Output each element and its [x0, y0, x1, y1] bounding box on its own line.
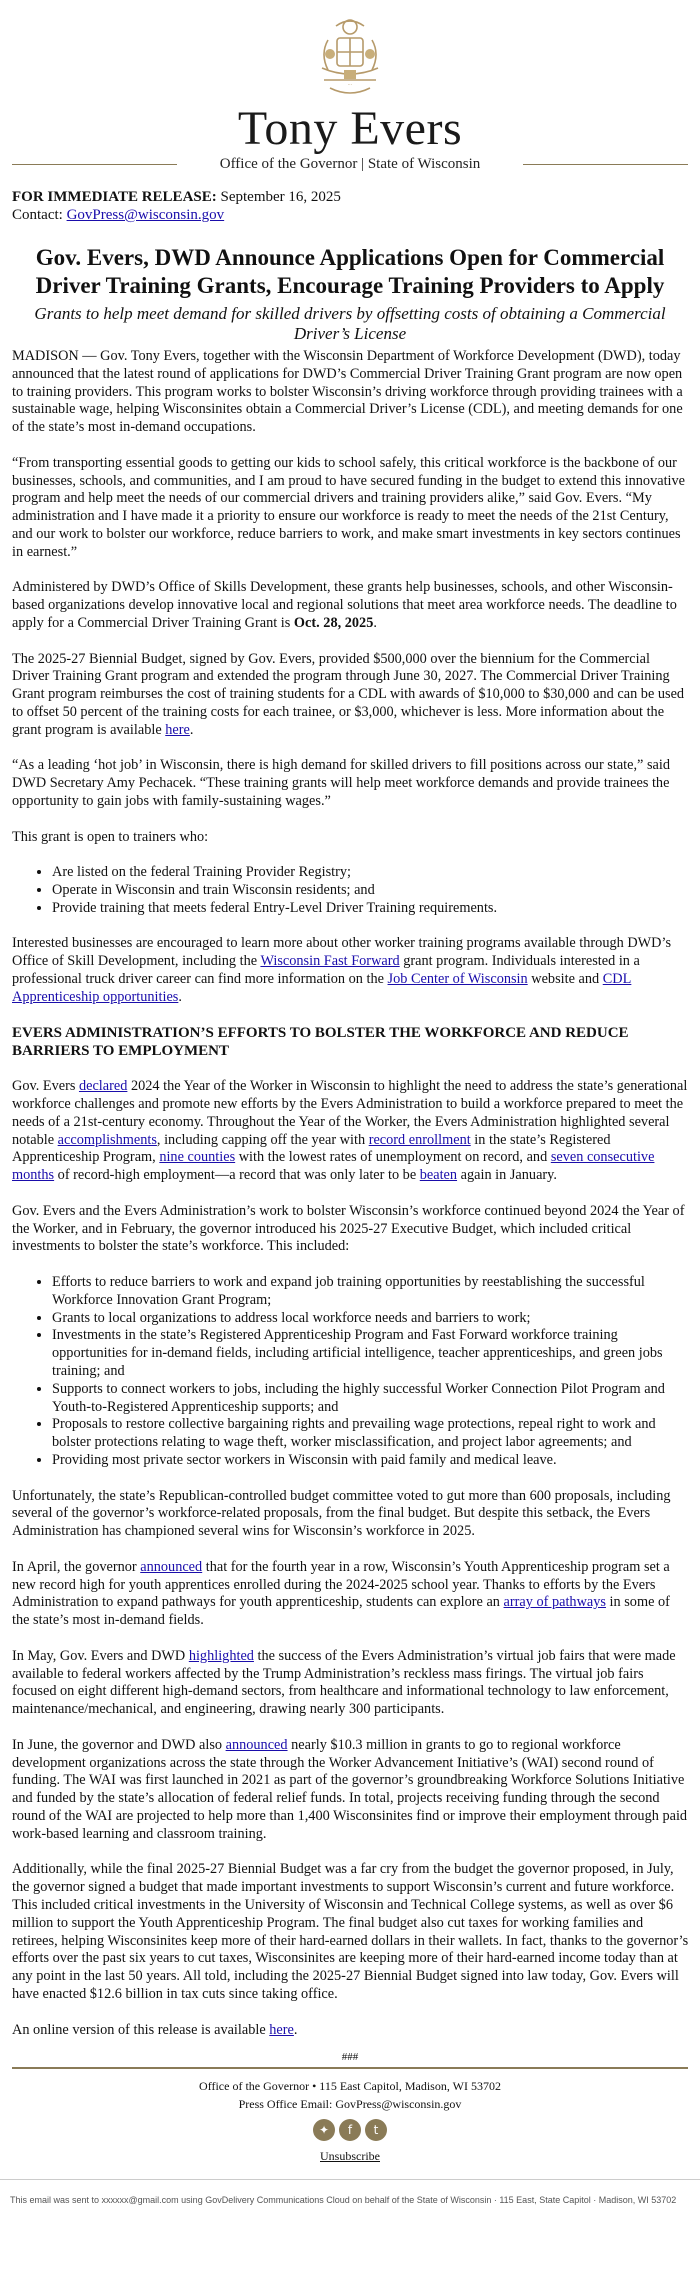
- text: grant program. Individuals interested in a professional truck driver career can find more information on the: [12, 953, 640, 987]
- text: nearly $10.3 million in grants to go to regional workforce development organizations across the state through the Worker Advancement Initiative’s (WAI) second round of funding. The WAI was first launched in 2021 as part of the governor’s groundbreaking Workforce Solutions Initiative and funded by the state’s allocation of federal relief funds. In total, projects receiving funding through the second round of the WAI are projected to help more than 1,400 Wisconsinites find or improve their employment through paid work-based learning and classroom training.: [12, 1736, 688, 1842]
- list-item: • Efforts to reduce barriers to work and expand job training opportunities by reestablishing the successful Workforce Innovation Grant Program;: [52, 1274, 690, 1310]
- paragraph: MADISON — Gov. Tony Evers, together with the Wisconsin Department of Workforce Development (DWD), today announced that the latest round of applications for DWD’s Commercial Driver Training Grant program are now open to training providers. This program works to bolster Wisconsin’s driving workforce through providing trainees with a sustainable wage, helping Wisconsinites obtain a Commercial Driver’s License (CDL), and meeting demands for one of the state’s most in-demand occupations.: [12, 348, 683, 436]
- subheadline: Grants to help meet demand for skilled drivers by offsetting costs of obtaining a Commercial Driver’s License: [34, 304, 666, 343]
- footer-email: Press Office Email: GovPress@wisconsin.gov: [238, 2097, 462, 2112]
- text: In June, the governor and DWD also: [12, 1736, 226, 1753]
- paragraph: [12, 1737, 690, 1844]
- paragraph: [12, 1559, 690, 1630]
- eligibility-list: [12, 864, 690, 917]
- text: .: [189, 721, 194, 738]
- end-mark: ###: [341, 2051, 359, 2064]
- header: [0, 0, 700, 172]
- text: Interested businesses are encouraged to learn more about other worker training programs available through DWD’s Office of Skill Development, including the: [12, 935, 672, 970]
- footer-address: Office of the Governor • 115 East Capitol, Madison, WI 53702: [199, 2079, 501, 2094]
- facebook-icon[interactable]: f: [339, 2119, 361, 2141]
- release-label: FOR IMMEDIATE RELEASE:: [12, 189, 217, 205]
- divider: [12, 164, 177, 165]
- text: website and: [527, 970, 603, 987]
- paragraph: Gov. Evers and the Evers Administration’s work to bolster Wisconsin’s workforce continued beyond 2024 the Year of the Worker, and in February, the governor introduced his 2025-27 Executive Budget, which included critical investments to bolster the state’s workforce. This included:: [12, 1202, 685, 1255]
- online-version-link[interactable]: here: [269, 2021, 294, 2038]
- text: Administered by DWD’s Office of Skills Development, these grants help businesses, schools, and other Wisconsin-based organizations develop innovative local and regional solutions that meet area workforce needs. The deadline to apply for a Commercial Driver Training Grant is: [12, 579, 677, 631]
- paragraph: [12, 579, 690, 632]
- contact-email-link[interactable]: GovPress@wisconsin.gov: [66, 207, 225, 223]
- budget-list: [12, 1274, 690, 1470]
- text: that for the fourth year in a row, Wisconsin’s Youth Apprenticeship program set a new record high for youth apprentices enrolled during the 2024-2025 school year. Thanks to efforts by the Evers Administration to expand pathways for youth apprenticeship, students can explore an: [12, 1558, 670, 1611]
- highlighted-link[interactable]: highlighted: [188, 1647, 254, 1664]
- record-enrollment-link[interactable]: record enrollment: [368, 1131, 471, 1148]
- paragraph: Unfortunately, the state’s Republican-controlled budget committee voted to gut more than 600 proposals, including several of the governor’s workforce-related proposals, from the final budget. But despite this setback, the Evers Administration has championed several wins for Wisconsin’s workforce in 2025.: [12, 1487, 671, 1540]
- array-of-pathways-link[interactable]: array of pathways: [503, 1594, 606, 1611]
- svg-text:⋯: ⋯: [347, 82, 353, 88]
- office-line-row: [12, 156, 688, 172]
- release-body: [0, 348, 700, 2039]
- text: An online version of this release is available: [12, 2021, 270, 2038]
- wisconsin-fast-forward-link[interactable]: Wisconsin Fast Forward: [260, 953, 400, 970]
- office-line: Office of the Governor | State of Wisconsin: [219, 156, 481, 172]
- text: in the state’s Registered Apprenticeship Program,: [12, 1131, 611, 1166]
- cdl-apprenticeship-link[interactable]: CDL Apprenticeship opportunities: [12, 970, 632, 1005]
- list-item: • Grants to local organizations to address local workforce needs and barriers to work;: [52, 1310, 690, 1328]
- list-item: • Provide training that meets federal Entry-Level Driver Training requirements.: [52, 900, 690, 918]
- text: again in January.: [457, 1167, 557, 1184]
- governor-name: Tony Evers: [237, 102, 463, 155]
- text: with the lowest rates of unemployment on record, and: [235, 1149, 551, 1166]
- text: In May, Gov. Evers and DWD: [12, 1647, 189, 1664]
- beaten-link[interactable]: beaten: [419, 1167, 458, 1184]
- text: of record-high employment—a record that was only later to be: [54, 1167, 420, 1184]
- list-item: • Investments in the state’s Registered Apprenticeship Program and Fast Forward workforce training opportunities for in-demand fields, including artificial intelligence, teacher apprenticeships, and green jobs training; and: [52, 1327, 690, 1380]
- text: In April, the governor: [12, 1558, 141, 1575]
- grant-info-link[interactable]: here: [165, 721, 190, 738]
- paragraph: This grant is open to trainers who:: [12, 828, 209, 845]
- text: .: [373, 614, 377, 631]
- paragraph: Additionally, while the final 2025-27 Biennial Budget was a far cry from the budget the governor proposed, in July, the governor signed a budget that made important investments to support Wisconsin’s current and future workforce. This included critical investments in the University of Wisconsin and Technical College systems, as well as over $6 million to support the Youth Apprenticeship Program. The final budget also cut taxes for working families and retirees, helping Wisconsinites keep more of their hard-earned dollars in their wallets. In fact, thanks to the governor’s efforts over the past six years to cut taxes, Wisconsinites are keeping more of their hard-earned income today than at any point in the last 50 years. All told, including the 2025-27 Biennial Budget signed into law today, Gov. Evers will have enacted $12.6 billion in tax cuts since taking office.: [12, 1861, 689, 2002]
- state-seal-icon: [308, 18, 392, 100]
- contact-label: Contact:: [12, 207, 63, 223]
- paragraph: [12, 651, 690, 740]
- wisconsin-icon[interactable]: ✦: [313, 2119, 335, 2141]
- text: , including capping off the year with: [156, 1131, 369, 1148]
- footer: [0, 2077, 700, 2165]
- release-date: September 16, 2025: [220, 189, 341, 205]
- text: the success of the Evers Administration’s virtual job fairs that were made available to federal workers affected by the Trump Administration’s reckless mass firings. The virtual job fairs focused on eight different high-demand sectors, from healthcare and informational technology to law enforcement, maintenance/mechanical, and engineering, drawing nearly 300 participants.: [12, 1647, 676, 1718]
- deadline: Oct. 28, 2025: [293, 614, 374, 631]
- list-item: • Providing most private sector workers in Wisconsin with paid family and medical leave.: [52, 1452, 690, 1470]
- headline: Gov. Evers, DWD Announce Applications Open for Commercial Driver Training Grants, Encourage Training Providers to Apply: [35, 245, 665, 298]
- announced-wai-link[interactable]: announced: [225, 1736, 288, 1753]
- footer-divider: [12, 2067, 688, 2069]
- paragraph: [12, 1078, 690, 1185]
- text: .: [178, 988, 182, 1005]
- section-heading: EVERS ADMINISTRATION’S EFFORTS TO BOLSTER THE WORKFORCE AND REDUCE BARRIERS TO EMPLOYMENT: [12, 1025, 629, 1060]
- paragraph: [12, 935, 690, 1006]
- accomplishments-link[interactable]: accomplishments: [57, 1131, 157, 1148]
- text: The 2025-27 Biennial Budget, signed by Gov. Evers, provided $500,000 over the biennium for the Commercial Driver Training Grant program and extended the program through June 30, 2027. The Commercial Driver Training Grant program reimburses the cost of training students for a CDL with awards of $10,000 to $30,000 and can be used to offset 50 percent of the training costs for each trainee, or $3,000, whichever is less. More information about the grant program is available: [12, 650, 685, 738]
- divider: [523, 164, 688, 165]
- list-item: • Supports to connect workers to jobs, including the highly successful Worker Connection Pilot Program and Youth-to-Registered Apprenticeship supports; and: [52, 1381, 690, 1417]
- announced-link[interactable]: announced: [140, 1558, 203, 1575]
- list-item: • Proposals to restore collective bargaining rights and prevailing wage protections, repeal right to work and bolster protections relating to wage theft, worker misclassification, and project labor agreements; and: [52, 1416, 690, 1452]
- nine-counties-link[interactable]: nine counties: [159, 1149, 236, 1166]
- list-item: • Operate in Wisconsin and train Wisconsin residents; and: [52, 882, 690, 900]
- text: in some of the state’s most in-demand fields.: [12, 1594, 670, 1629]
- paragraph: [12, 2022, 690, 2040]
- quote-paragraph: “From transporting essential goods to getting our kids to school safely, this critical workforce is the backbone of our businesses, schools, and communities, and I am proud to have secured funding in the budget to extend this innovative program and help meet the needs of our commercial drivers and training providers alike,” said Gov. Evers. “My administration and I have made it a priority to ensure our workforce is ready to meet the needs of the 21st Century, and our work to bolster our workforce, reduce barriers to work, and make smart investments in key sectors continues in earnest.”: [12, 454, 686, 560]
- declared-link[interactable]: declared: [78, 1078, 128, 1095]
- unsubscribe-link[interactable]: Unsubscribe: [320, 2149, 380, 2164]
- text: Gov. Evers: [12, 1078, 79, 1095]
- list-item: • Are listed on the federal Training Provider Registry;: [52, 864, 690, 882]
- paragraph: [12, 1648, 690, 1719]
- quote-paragraph: “As a leading ‘hot job’ in Wisconsin, there is high demand for skilled drivers to fill positions across our state,” said DWD Secretary Amy Pechacek. “These training grants will help meet workforce demands and provide trainees the opportunity to gain jobs with family-sustaining wages.”: [12, 757, 671, 809]
- twitter-icon[interactable]: t: [365, 2119, 387, 2141]
- text: 2024 the Year of the Worker in Wisconsin to highlight the need to address the state’s generational workforce challenges and promote new efforts by the Evers Administration to build a workforce prepared to meet the needs of a 21st-century economy. Throughout the Year of the Worker, the Evers Administration highlighted several notable: [12, 1078, 688, 1148]
- seven-months-link[interactable]: seven consecutive months: [12, 1149, 655, 1184]
- job-center-link[interactable]: Job Center of Wisconsin: [387, 970, 528, 987]
- delivery-notice: This email was sent to xxxxxx@gmail.com using GovDelivery Communications Cloud on behalf of the State of Wisconsin · 115 East, State Capitol · Madison, WI 53702: [0, 2179, 700, 2206]
- text: .: [293, 2021, 298, 2038]
- social-links: [0, 2119, 700, 2141]
- release-info: [0, 188, 700, 224]
